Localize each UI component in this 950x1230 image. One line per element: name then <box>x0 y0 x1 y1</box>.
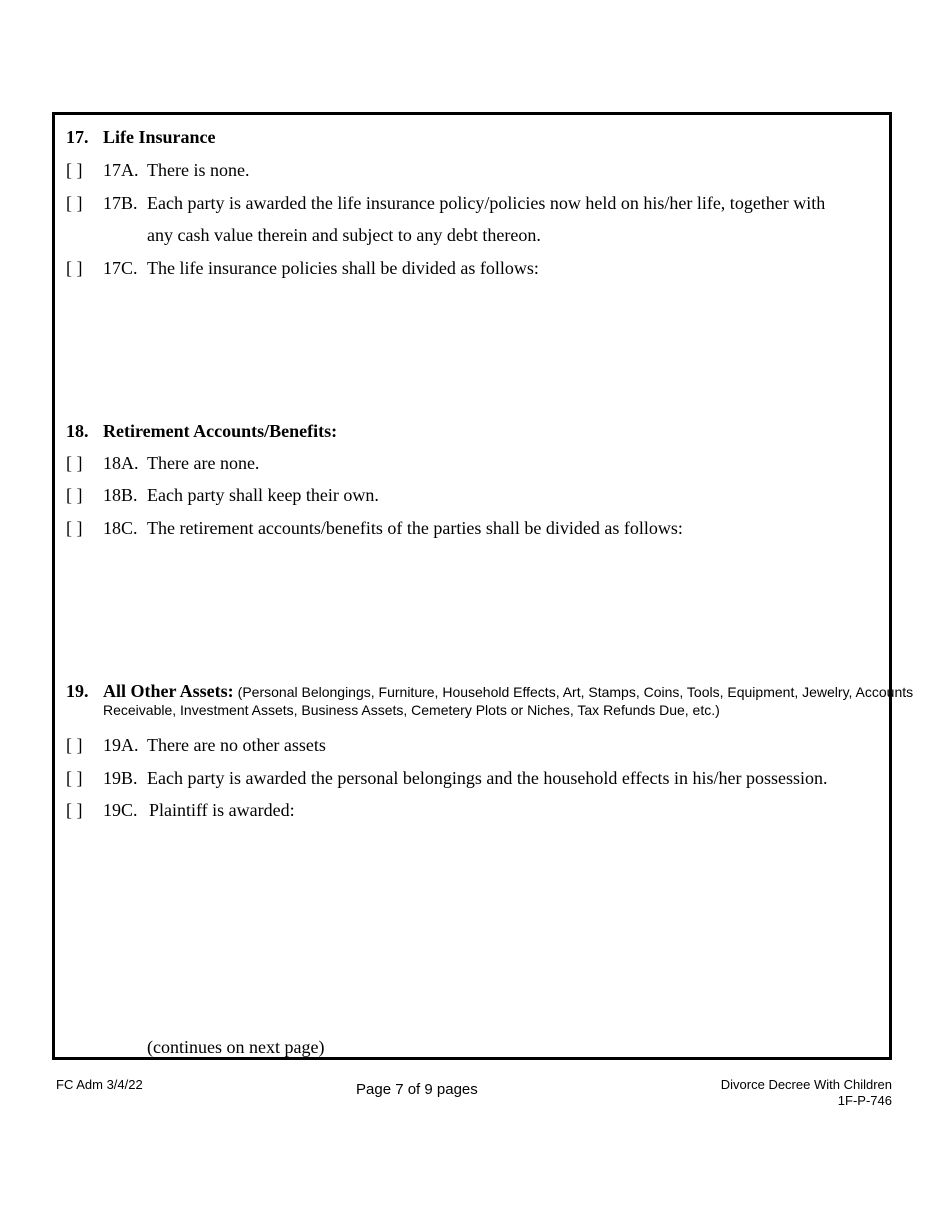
item-17b-code: 17B. <box>103 193 138 213</box>
item-17b-text: Each party is awarded the life insurance policy/policies now held on his/her life, together with <box>147 193 826 213</box>
item-18c-code: 18C. <box>103 518 138 538</box>
item-19b-text: Each party is awarded the personal belongings and the household effects in his/her possession. <box>147 768 828 788</box>
footer-form-code: 1F-P-746 <box>837 1093 892 1108</box>
item-17a-text: There is none. <box>147 160 250 180</box>
continues-note: (continues on next page) <box>147 1037 325 1057</box>
item-19c-text: Plaintiff is awarded: <box>149 800 295 820</box>
item-18b-text: Each party shall keep their own. <box>147 485 379 505</box>
checkbox-17a[interactable]: [ ] <box>66 160 83 180</box>
section-19-heading-line <box>103 681 913 702</box>
checkbox-17b[interactable]: [ ] <box>66 193 83 213</box>
checkbox-19c[interactable]: [ ] <box>66 800 83 820</box>
form-frame <box>52 112 892 1060</box>
section-17-number: 17. <box>66 127 89 147</box>
section-19-note-line1: (Personal Belongings, Furniture, Household Effects, Art, Stamps, Coins, Tools, Equipment, Jewelry, Accounts <box>237 684 914 700</box>
item-17b-text-continued: any cash value therein and subject to any debt thereon. <box>147 225 541 245</box>
footer-form-id <box>721 1077 892 1109</box>
item-19a-text: There are no other assets <box>147 735 326 755</box>
footer-form-title: Divorce Decree With Children <box>720 1077 892 1092</box>
checkbox-17c[interactable]: [ ] <box>66 258 83 278</box>
item-18b-code: 18B. <box>103 485 138 505</box>
checkbox-18b[interactable]: [ ] <box>66 485 83 505</box>
checkbox-18a[interactable]: [ ] <box>66 453 83 473</box>
item-18c-text: The retirement accounts/benefits of the parties shall be divided as follows: <box>147 518 683 538</box>
section-19-number: 19. <box>66 681 89 701</box>
item-17c-text: The life insurance policies shall be divided as follows: <box>147 258 539 278</box>
item-19c-code: 19C. <box>103 800 138 820</box>
item-18a-text: There are none. <box>147 453 260 473</box>
item-18a-code: 18A. <box>103 453 139 473</box>
section-17-title: Life Insurance <box>103 127 216 147</box>
checkbox-19a[interactable]: [ ] <box>66 735 83 755</box>
section-18-title: Retirement Accounts/Benefits: <box>103 421 338 441</box>
section-19-title: All Other Assets: <box>103 681 234 701</box>
footer-page-number: Page 7 of 9 pages <box>356 1081 478 1098</box>
item-17c-code: 17C. <box>103 258 138 278</box>
footer-form-date: FC Adm 3/4/22 <box>56 1077 143 1092</box>
section-18-number: 18. <box>66 421 89 441</box>
section-19-note-line2: Receivable, Investment Assets, Business Assets, Cemetery Plots or Niches, Tax Refunds Due, etc.) <box>103 702 720 718</box>
checkbox-19b[interactable]: [ ] <box>66 768 83 788</box>
item-17a-code: 17A. <box>103 160 139 180</box>
item-19b-code: 19B. <box>103 768 138 788</box>
checkbox-18c[interactable]: [ ] <box>66 518 83 538</box>
item-19a-code: 19A. <box>103 735 139 755</box>
